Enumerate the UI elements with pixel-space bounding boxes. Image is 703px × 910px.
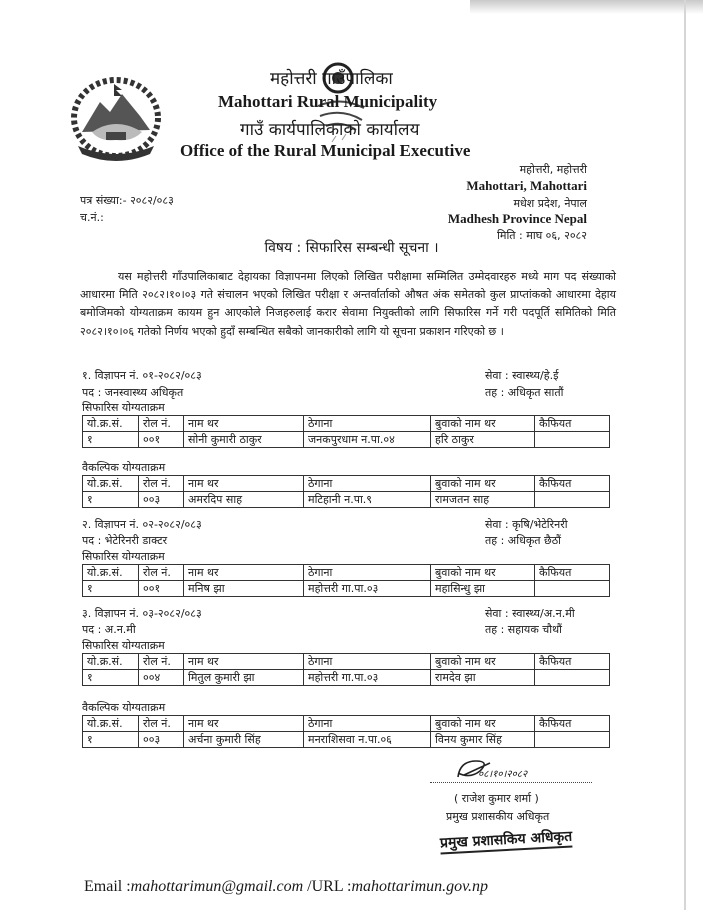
cell-remarks	[535, 492, 610, 508]
header-address: ठेगाना	[304, 565, 431, 581]
header-name: नाम थर	[184, 416, 304, 432]
url-label: /URL :	[303, 878, 352, 895]
header-father-name: बुवाको नाम थर	[431, 716, 535, 732]
header-father-name: बुवाको नाम थर	[431, 654, 535, 670]
table-row	[83, 432, 610, 448]
section-1-recommended-table	[82, 415, 610, 448]
header-roll: रोल नं.	[139, 654, 184, 670]
cell-serial: १	[83, 581, 139, 597]
header-name: नाम थर	[184, 476, 304, 492]
cell-name: मितुल कुमारी झा	[184, 670, 304, 686]
section-2-level: तह : अधिकृत छैठौं	[485, 534, 561, 547]
table-row	[83, 670, 610, 686]
header-address: ठेगाना	[304, 654, 431, 670]
header-name: नाम थर	[184, 716, 304, 732]
section-3-recommended-table	[82, 653, 610, 686]
cell-father-name: विनय कुमार सिंह	[431, 732, 535, 748]
signature-date-scribble: ०८।१०।२०८२	[478, 769, 528, 780]
header-serial: यो.क्र.सं.	[83, 716, 139, 732]
cell-father-name: हरि ठाकुर	[431, 432, 535, 448]
signatory-title: प्रमुख प्रशासकीय अधिकृत	[446, 810, 550, 823]
office-name-np: गाउँ कार्यपालिकाको कार्यालय	[240, 120, 420, 140]
body-paragraph: यस महोत्तरी गाँउपालिकाबाट देहायका विज्ञापनमा लिएको लिखित परीक्षामा सम्मिलित उम्मेदवारहरु मध्ये माग पद संख्याको आधारमा मिति २०८२।१०।०३ गते संचालन भएको लिखित परीक्षा र अन्तर्वार्ताको औषत अंक समेतको कुल प्राप्तांकको आधारमा देहाय बमोजिमको योग्यताक्रम कायम हुन आएकोले निजहरुलाई करार सेवामा नियुक्तीको लागि सिफारिस गर्ने गरी पदपूर्ति समितिको मिति २०८२।१०।०६ गतेको निर्णय भएको हुदाँ सम्बन्धित सबैको जानकारीको लागि यो सूचना प्रकाशन गरिएको छ ।	[80, 270, 616, 338]
section-2-recommended-label: सिफारिस योग्यताक्रम	[82, 550, 165, 563]
municipality-name-en: Mahottari Rural Municipality	[218, 92, 438, 111]
header-father-name: बुवाको नाम थर	[431, 476, 535, 492]
header-remarks: कैफियत	[535, 654, 610, 670]
cell-serial: १	[83, 670, 139, 686]
cell-father-name: रामजतन साह	[431, 492, 535, 508]
cell-father-name: महासिन्धु झा	[431, 581, 535, 597]
section-2-recommended-table	[82, 564, 610, 597]
letter-number: पत्र संख्या:- २०८२/०८३	[80, 194, 174, 207]
cell-father-name: रामदेव झा	[431, 670, 535, 686]
email-label: Email :	[84, 878, 131, 895]
cell-remarks	[535, 670, 610, 686]
table-header-row	[83, 654, 610, 670]
cell-remarks	[535, 581, 610, 597]
cell-address: मनराशिसवा न.पा.०६	[304, 732, 431, 748]
cell-serial: १	[83, 732, 139, 748]
section-3-service: सेवा : स्वास्थ्य/अ.न.मी	[485, 607, 575, 620]
section-1-post: पद : जनस्वास्थ्य अधिकृत	[82, 386, 184, 399]
section-3-level: तह : सहायक चौथौं	[485, 623, 562, 636]
address-en-1: Mahottari, Mahottari	[466, 178, 587, 193]
letter-date: मिति : माघ ०६, २०८२	[497, 229, 587, 242]
section-1-level: तह : अधिकृत सातौं	[485, 386, 564, 399]
dispatch-number: च.नं.:	[80, 211, 104, 224]
cell-serial: १	[83, 492, 139, 508]
header-address: ठेगाना	[304, 476, 431, 492]
nepal-emblem-logo-icon	[62, 70, 170, 162]
cell-address: महोत्तरी गा.पा.०३	[304, 581, 431, 597]
cell-roll: ००३	[139, 492, 184, 508]
header-roll: रोल नं.	[139, 565, 184, 581]
cell-address: मटिहानी न.पा.९	[304, 492, 431, 508]
table-header-row	[83, 476, 610, 492]
cell-remarks	[535, 432, 610, 448]
table-header-row	[83, 565, 610, 581]
section-2-service: सेवा : कृषि/भेटेरिनरी	[485, 518, 568, 531]
footer-contact	[84, 878, 488, 896]
cell-name: अमरदिप साह	[184, 492, 304, 508]
address-en-2: Madhesh Province Nepal	[447, 211, 587, 226]
header-roll: रोल नं.	[139, 476, 184, 492]
header-serial: यो.क्र.सं.	[83, 476, 139, 492]
table-row	[83, 732, 610, 748]
cell-roll: ००४	[139, 670, 184, 686]
scan-edge-line	[684, 0, 686, 910]
cell-name: अर्चना कुमारी सिंह	[184, 732, 304, 748]
email-link[interactable]: mahottarimun@gmail.com	[130, 878, 304, 895]
table-row	[83, 492, 610, 508]
header-serial: यो.क्र.सं.	[83, 416, 139, 432]
office-name-en: Office of the Rural Municipal Executive	[180, 141, 471, 160]
municipality-name-np: महोत्तरी गाउँपालिका	[270, 69, 393, 89]
header-name: नाम थर	[184, 565, 304, 581]
address-np-2: मधेश प्रदेश, नेपाल	[513, 197, 587, 210]
cell-roll: ००१	[139, 581, 184, 597]
section-1-recommended-label: सिफारिस योग्यताक्रम	[82, 401, 165, 414]
header-remarks: कैफियत	[535, 716, 610, 732]
section-1-alternate-table	[82, 475, 610, 508]
section-2-advert: २. विज्ञापन नं. ०२-२०८२/०८३	[82, 518, 202, 531]
section-1-alternate-label: वैकल्पिक योग्यताक्रम	[82, 461, 166, 474]
url-link[interactable]: mahottarimun.gov.np	[351, 878, 489, 895]
official-title-stamp: प्रमुख प्रशासकिय अधिकृत	[440, 827, 573, 855]
section-1-service: सेवा : स्वास्थ्य/हे.ई	[485, 369, 559, 382]
scan-edge-shadow	[470, 0, 703, 14]
header-remarks: कैफियत	[535, 565, 610, 581]
header-name: नाम थर	[184, 654, 304, 670]
header-roll: रोल नं.	[139, 416, 184, 432]
header-remarks: कैफियत	[535, 476, 610, 492]
header-remarks: कैफियत	[535, 416, 610, 432]
table-header-row	[83, 416, 610, 432]
table-header-row	[83, 716, 610, 732]
header-address: ठेगाना	[304, 416, 431, 432]
section-3-advert: ३. विज्ञापन नं. ०३-२०८२/०८३	[82, 607, 202, 620]
section-3-alternate-table	[82, 715, 610, 748]
header-serial: यो.क्र.सं.	[83, 654, 139, 670]
section-3-alternate-label: वैकल्पिक योग्यताक्रम	[82, 701, 166, 714]
cell-address: महोत्तरी गा.पा.०३	[304, 670, 431, 686]
header-father-name: बुवाको नाम थर	[431, 416, 535, 432]
signature-line	[430, 782, 592, 783]
cell-roll: ००१	[139, 432, 184, 448]
cell-address: जनकपुरधाम न.पा.०४	[304, 432, 431, 448]
section-3-recommended-label: सिफारिस योग्यताक्रम	[82, 639, 165, 652]
signatory-name: ( राजेश कुमार शर्मा )	[454, 792, 539, 805]
cell-remarks	[535, 732, 610, 748]
section-2-post: पद : भेटेरिनरी डाक्टर	[82, 534, 168, 547]
header-address: ठेगाना	[304, 716, 431, 732]
cell-serial: १	[83, 432, 139, 448]
section-1-advert: १. विज्ञापन नं. ०१-२०८२/०८३	[82, 369, 202, 382]
cell-name: मनिष झा	[184, 581, 304, 597]
header-serial: यो.क्र.सं.	[83, 565, 139, 581]
subject-heading: विषय : सिफारिस सम्बन्धी सूचना ।	[264, 240, 439, 256]
address-np-1: महोत्तरी, महोत्तरी	[519, 163, 587, 176]
cell-roll: ००३	[139, 732, 184, 748]
header-father-name: बुवाको नाम थर	[431, 565, 535, 581]
table-row	[83, 581, 610, 597]
cell-name: सोनी कुमारी ठाकुर	[184, 432, 304, 448]
header-roll: रोल नं.	[139, 716, 184, 732]
section-3-post: पद : अ.न.मी	[82, 623, 136, 636]
